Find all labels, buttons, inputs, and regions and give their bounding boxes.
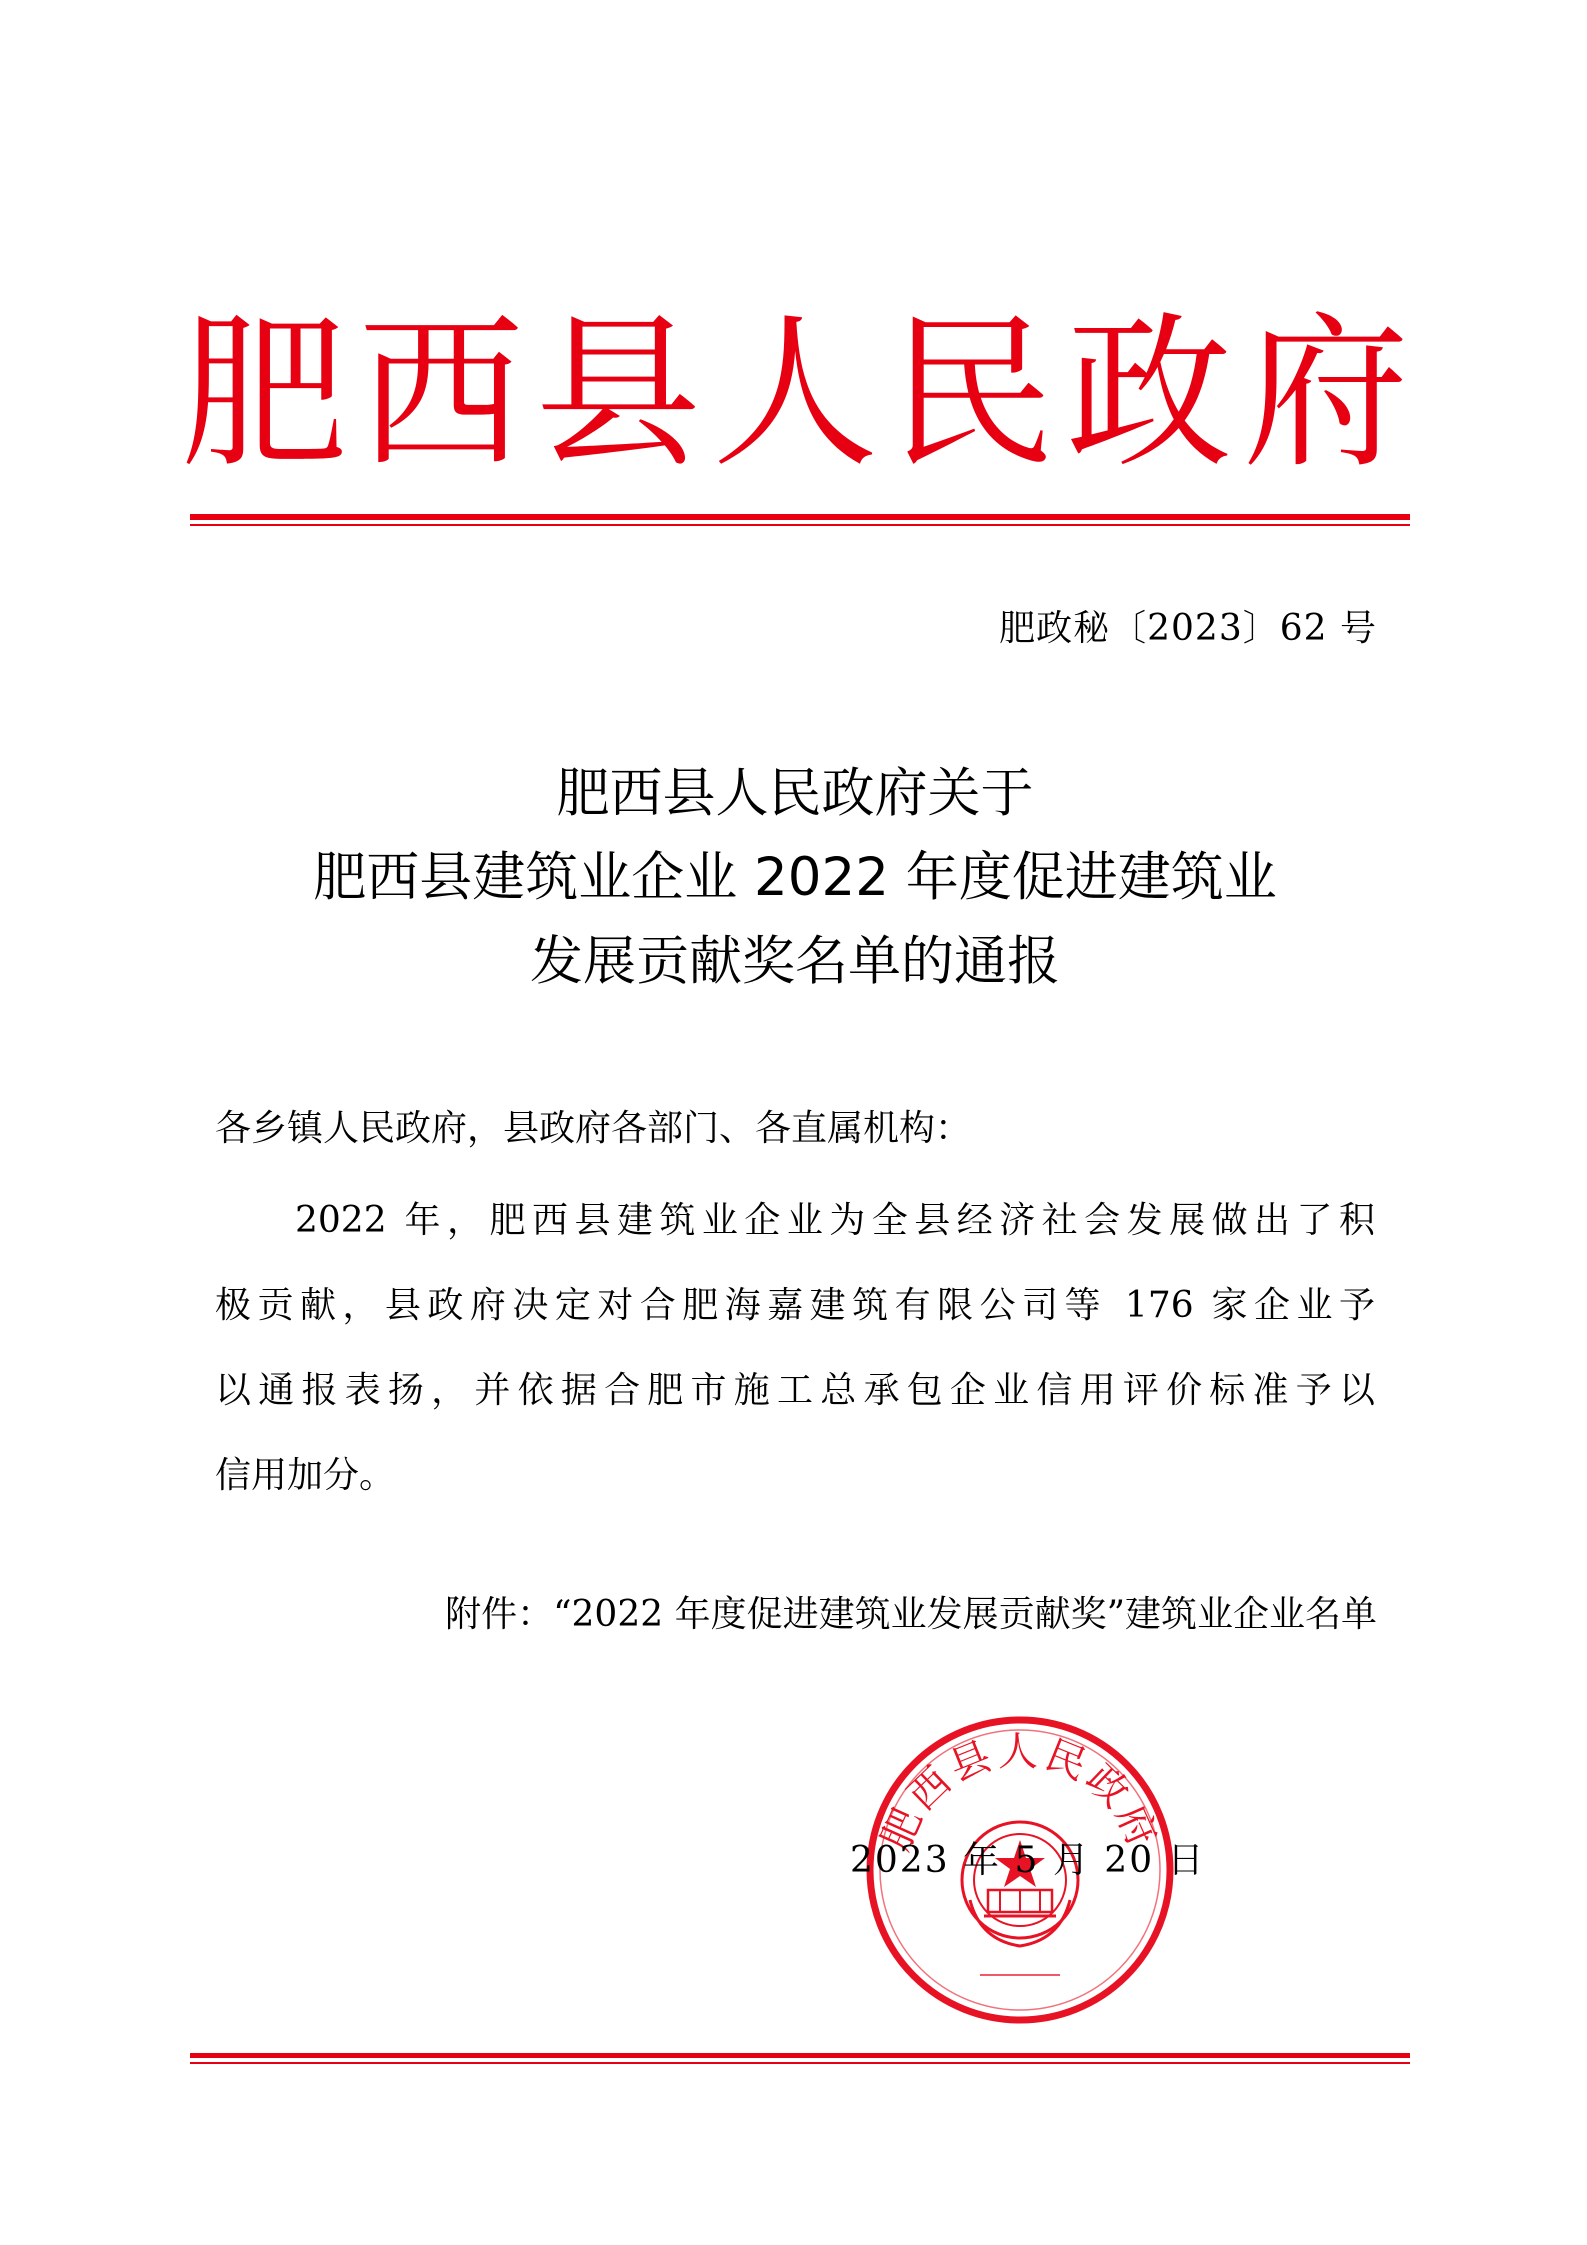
issue-date: 2023 年 5 月 20 日 <box>850 1840 1206 1881</box>
masthead-char: 民 <box>889 298 1055 491</box>
body-line-3: 以通报表扬，并依据合肥市施工总承包企业信用评价标准予以 <box>215 1370 1375 1411</box>
masthead-char: 府 <box>1243 298 1409 491</box>
title-line-3: 发展贡献奖名单的通报 <box>530 931 1060 992</box>
red-divider-bottom <box>190 2053 1410 2058</box>
masthead-char: 肥 <box>181 298 347 491</box>
title-line-1: 肥西县人民政府关于 <box>556 763 1034 824</box>
attachment-note: 附件：“2022 年度促进建筑业发展贡献奖”建筑业企业名单 <box>445 1594 1377 1635</box>
red-divider-top <box>190 514 1410 520</box>
masthead-char: 西 <box>358 298 524 491</box>
body-line-4: 信用加分。 <box>215 1455 396 1496</box>
title-line-2: 肥西县建筑业企业 2022 年度促进建筑业 <box>313 847 1277 908</box>
body-line-1: 2022 年，肥西县建筑业企业为全县经济社会发展做出了积 <box>295 1200 1375 1241</box>
body-paragraph <box>215 1178 1375 1518</box>
document-title <box>180 752 1410 1004</box>
red-divider-bottom-thin <box>190 2062 1410 2064</box>
document-number: 肥政秘〔2023〕62 号 <box>999 608 1377 649</box>
svg-text:肥西县人民政府: 肥西县人民政府 <box>873 1729 1167 1858</box>
body-line-2: 极贡献，县政府决定对合肥海嘉建筑有限公司等 176 家企业予 <box>215 1285 1375 1326</box>
masthead-char: 人 <box>712 298 878 491</box>
masthead-char: 政 <box>1066 298 1232 491</box>
salutation: 各乡镇人民政府，县政府各部门、各直属机构： <box>215 1108 972 1149</box>
red-divider-top-thin <box>190 524 1410 526</box>
masthead-char: 县 <box>535 298 701 491</box>
masthead-title <box>180 295 1410 495</box>
